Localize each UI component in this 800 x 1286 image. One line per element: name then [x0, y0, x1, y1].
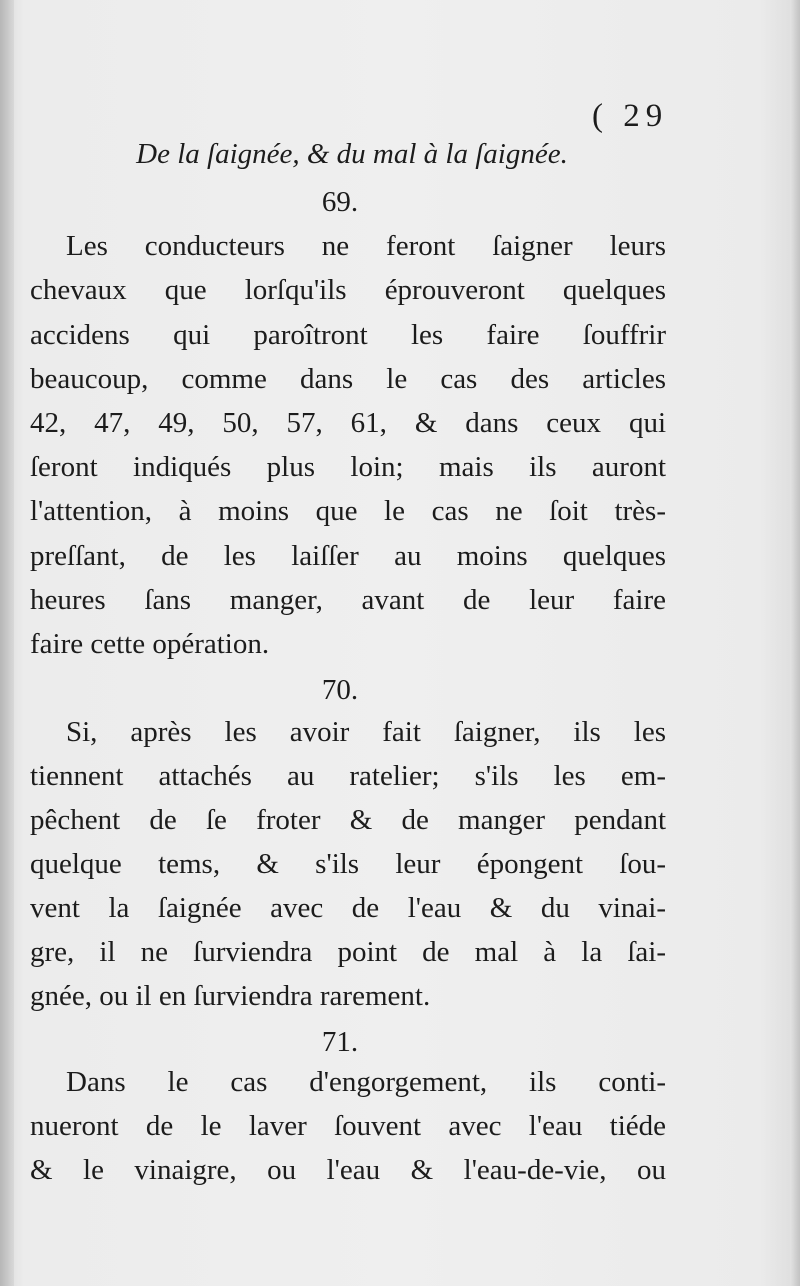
text-line: 42, 47, 49, 50, 57, 61, & dans ceux qui	[30, 407, 666, 439]
section-number: 69.	[321, 186, 359, 218]
text-line: Les conducteurs ne feront ſaigner leurs	[66, 230, 666, 262]
text-line: Dans le cas d'engorgement, ils conti-	[66, 1066, 666, 1098]
text-line: ſeront indiqués plus loin; mais ils auront	[30, 451, 666, 483]
text-line: Si, après les avoir fait ſaigner, ils les	[66, 716, 666, 748]
text-line: l'attention, à moins que le cas ne ſoit très-	[30, 495, 666, 527]
text-line: gre, il ne ſurviendra point de mal à la ſai-	[30, 936, 666, 968]
text-line: accidens qui paroîtront les faire ſouffrir	[30, 319, 666, 351]
text-line: tiennent attachés au ratelier; s'ils les em-	[30, 760, 666, 792]
text-line: faire cette opération.	[30, 628, 270, 660]
page-number: ( 29	[592, 98, 669, 134]
text-line: nueront de le laver ſouvent avec l'eau tiéde	[30, 1110, 666, 1142]
text-line: quelque tems, & s'ils leur épongent ſou-	[30, 848, 666, 880]
running-header: De la ſaignée, & du mal à la ſaignée.	[136, 138, 568, 170]
text-line: heures ſans manger, avant de leur faire	[30, 584, 666, 616]
text-line: beaucoup, comme dans le cas des articles	[30, 363, 666, 395]
text-line: gnée, ou il en ſurviendra rarement.	[30, 980, 431, 1012]
text-line: vent la ſaignée avec de l'eau & du vinai-	[30, 892, 666, 924]
text-line: preſſant, de les laiſſer au moins quelques	[30, 540, 666, 572]
text-line: & le vinaigre, ou l'eau & l'eau-de-vie, ou	[30, 1154, 666, 1186]
section-number: 70.	[321, 674, 359, 706]
text-line: pêchent de ſe froter & de manger pendant	[30, 804, 666, 836]
section-number: 71.	[321, 1026, 359, 1058]
text-line: chevaux que lorſqu'ils éprouveront quelques	[30, 274, 666, 306]
